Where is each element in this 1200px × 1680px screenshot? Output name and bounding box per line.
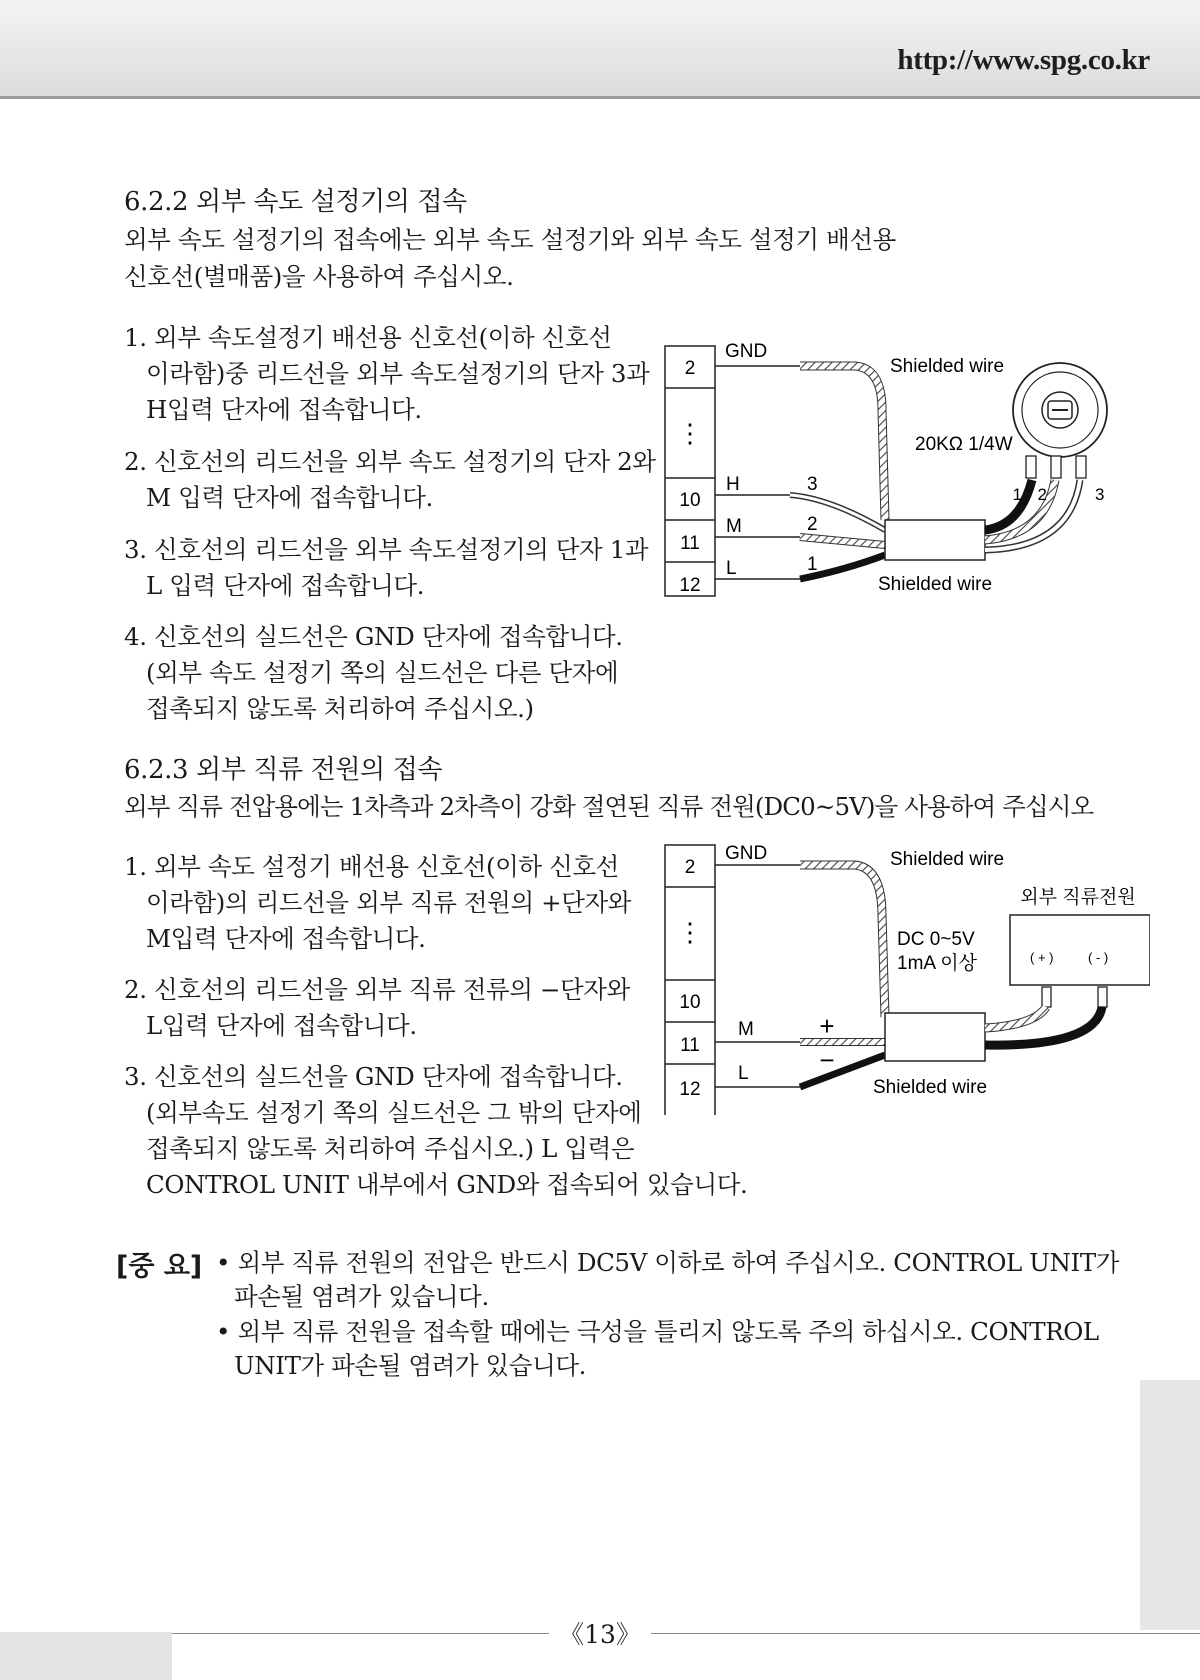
terminal-12-label: 12 (679, 1079, 701, 1100)
l-label: L (726, 558, 737, 579)
psu-plus-cable (985, 1007, 1046, 1028)
terminal-gap-dots: ⋮ (677, 418, 703, 448)
cable-junction (885, 1013, 985, 1061)
step-text: CONTROL UNIT 내부에서 GND와 접속되어 있습니다. (146, 1170, 748, 1199)
pot-lead-1 (985, 480, 1032, 530)
terminal-11-label: 11 (680, 1035, 700, 1056)
power-supply-plus-terminal: ( + ) (1030, 950, 1054, 965)
page-number: 《13》 (549, 1620, 651, 1649)
section-6-2-2-title: 6.2.2 외부 속도 설정기의 접속 (124, 187, 467, 217)
step-text: M입력 단자에 접속합니다. (146, 924, 426, 953)
important-note: • 외부 직류 전원의 전압은 반드시 DC5V 이하로 하여 주십시오. CONTROL UNIT가 (216, 1248, 1120, 1277)
step-text: M 입력 단자에 접속합니다. (146, 483, 433, 512)
step-text: L입력 단자에 접속합니다. (146, 1011, 417, 1040)
wire-3 (790, 495, 885, 530)
step-text: 1. 외부 속도 설정기 배선용 신호선(이하 신호선 (124, 852, 619, 881)
important-note: UNIT가 파손될 염려가 있습니다. (234, 1351, 586, 1380)
shielded-wire-top-label: Shielded wire (890, 849, 1005, 870)
plus-sign: + (819, 1011, 835, 1041)
pot-pin-2-label: 2 (1037, 485, 1047, 504)
step-text: (외부속도 설정기 쪽의 실드선은 그 밖의 단자에 (146, 1098, 642, 1127)
section-6-2-3-title: 6.2.3 외부 직류 전원의 접속 (124, 755, 443, 785)
wire-2-label: 2 (807, 514, 818, 535)
shielded-wire-bottom-label: Shielded wire (878, 574, 993, 595)
step-text: 3. 신호선의 실드선을 GND 단자에 접속합니다. (124, 1062, 623, 1091)
terminal-2-label: 2 (684, 358, 696, 379)
terminal-11-label: 11 (680, 533, 700, 554)
site-url[interactable]: http://www.spg.co.kr (897, 44, 1150, 76)
step-text: 3. 신호선의 리드선을 외부 속도설정기의 단자 1과 (124, 535, 649, 564)
section-6-2-2-intro-line: 신호선(별매품)을 사용하여 주십시오. (124, 262, 514, 291)
pot-pin-3-label: 3 (1095, 485, 1105, 504)
terminal-gap-dots: ⋮ (677, 917, 703, 947)
gnd-label: GND (725, 843, 768, 864)
step-text: 접촉되지 않도록 처리하여 주십시오.) (146, 694, 534, 723)
minus-sign: − (819, 1045, 835, 1075)
section-6-2-3-intro: 외부 직류 전압용에는 1차측과 2차측이 강화 절연된 직류 전원(DC0~5V)을 사용하여 주십시오 (124, 792, 1094, 821)
power-supply-minus-terminal: ( - ) (1088, 950, 1109, 965)
m-label: M (726, 516, 742, 537)
terminal-12-label: 12 (679, 575, 701, 596)
step-text: 이라함)의 리드선을 외부 직류 전원의 +단자와 (146, 888, 632, 917)
step-text: 4. 신호선의 실드선은 GND 단자에 접속합니다. (124, 622, 623, 651)
dc-current-label: 1mA 이상 (897, 953, 978, 974)
step-text: H입력 단자에 접속합니다. (146, 395, 422, 424)
terminal-2-label: 2 (684, 857, 696, 878)
step-text: 2. 신호선의 리드선을 외부 속도 설정기의 단자 2와 (124, 447, 656, 476)
shielded-wire-top-label: Shielded wire (890, 356, 1005, 377)
important-note: 파손될 염려가 있습니다. (234, 1282, 489, 1311)
step-text: L 입력 단자에 접속합니다. (146, 571, 425, 600)
l-label: L (738, 1063, 749, 1084)
terminal-10-label: 10 (679, 992, 701, 1013)
step-text: 이라함)중 리드선을 외부 속도설정기의 단자 3과 (146, 359, 650, 388)
terminal-10-label: 10 (679, 490, 701, 511)
h-label: H (726, 474, 740, 495)
terminal-block (665, 346, 715, 596)
resistor-rating-label: 20KΩ 1/4W (915, 434, 1013, 455)
wire-3-label: 3 (807, 474, 818, 495)
step-text: 2. 신호선의 리드선을 외부 직류 전류의 −단자와 (124, 975, 630, 1004)
wire-2 (800, 537, 885, 545)
wire-1-label: 1 (807, 554, 818, 575)
important-note: • 외부 직류 전원을 접속할 때에는 극성을 틀리지 않도록 주의 하십시오. CONTROL (216, 1317, 1099, 1346)
m-label: M (738, 1019, 754, 1040)
important-label: [중 요] (116, 1251, 203, 1282)
step-text: 접촉되지 않도록 처리하여 주십시오.) L 입력은 (146, 1134, 635, 1163)
cable-junction (885, 520, 985, 560)
step-text: (외부 속도 설정기 쪽의 실드선은 다른 단자에 (146, 658, 619, 687)
side-tab (1140, 1380, 1200, 1630)
pot-pin-1-label: 1 (1012, 485, 1022, 504)
step-text: 1. 외부 속도설정기 배선용 신호선(이하 신호선 (124, 323, 612, 352)
shielded-wire-bottom-label: Shielded wire (873, 1077, 988, 1098)
shield-braid (800, 865, 885, 1017)
power-supply-title: 외부 직류전원 (1020, 887, 1136, 908)
dc-range-label: DC 0~5V (897, 929, 975, 950)
section-6-2-2-intro-line: 외부 속도 설정기의 접속에는 외부 속도 설정기와 외부 속도 설정기 배선용 (124, 225, 896, 254)
page-number-wrap (0, 1615, 1200, 1651)
potentiometer-wiring-diagram (660, 330, 1150, 620)
dc-supply-wiring-diagram (660, 835, 1150, 1115)
gnd-label: GND (725, 341, 768, 362)
